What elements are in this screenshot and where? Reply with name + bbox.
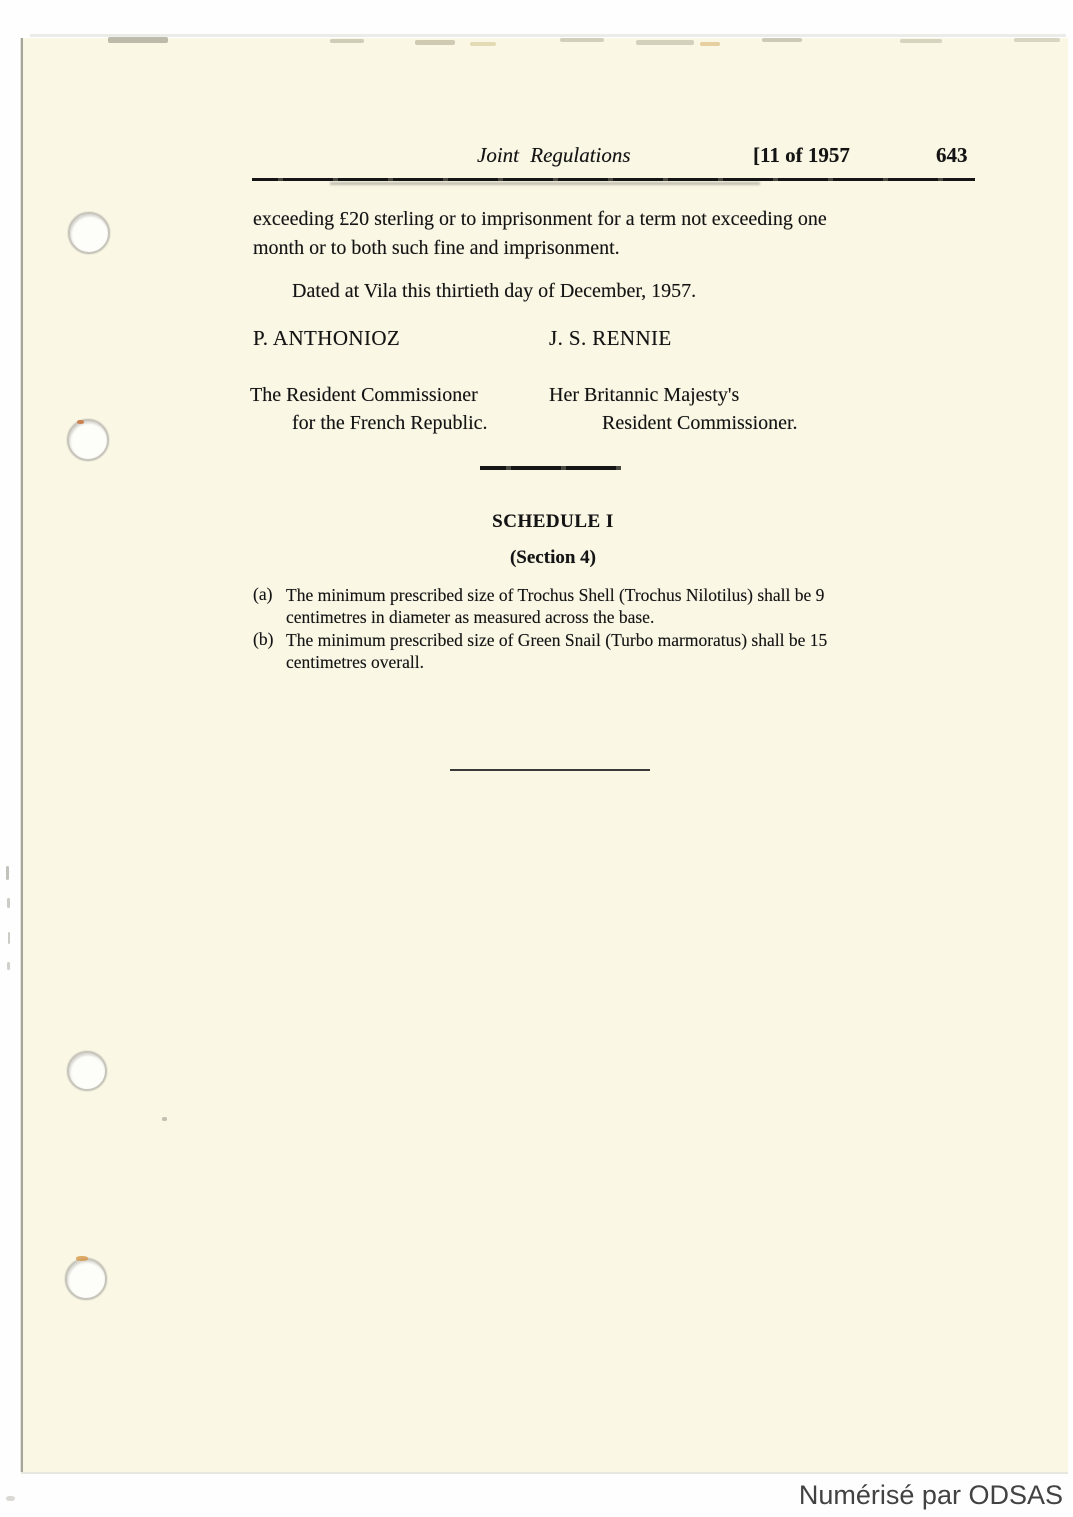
- signature-name-left: P. ANTHONIOZ: [253, 326, 401, 350]
- scan-top-edge: [30, 34, 1066, 37]
- signature-title-left-line2: for the French Republic.: [292, 412, 488, 434]
- scan-artifact-mark: [7, 962, 10, 970]
- scan-artifact-speck: [162, 1117, 167, 1121]
- digitization-watermark: Numérisé par ODSAS: [798, 1480, 1063, 1510]
- scan-artifact-dash: [900, 39, 942, 43]
- scan-artifact-dash: [700, 42, 720, 46]
- page-number: 643: [936, 143, 968, 167]
- signature-title-right-line1: Her Britannic Majesty's: [549, 384, 740, 406]
- header-rule-smudge: [330, 182, 760, 185]
- punch-hole: [67, 419, 109, 461]
- header-rule: [252, 178, 975, 181]
- signature-name-right: J. S. RENNIE: [549, 326, 672, 350]
- scan-artifact-speck: [77, 420, 84, 424]
- running-header-issue: [11 of 1957: [753, 143, 850, 167]
- scan-artifact-dash: [1014, 38, 1060, 42]
- punch-hole: [65, 1258, 107, 1300]
- scan-artifact-dash: [470, 42, 496, 46]
- body-paragraph: exceeding £20 sterling or to imprisonment for a term not exceeding one month or to both such fine and imprisonment.: [253, 208, 827, 259]
- end-rule: [450, 769, 650, 771]
- scan-artifact-speck: [6, 1496, 15, 1501]
- scan-artifact-dash: [108, 37, 168, 43]
- scan-artifact-dash: [762, 38, 802, 42]
- punch-hole: [68, 212, 110, 254]
- schedule-item-label: (a): [253, 584, 273, 604]
- scan-artifact-dash: [415, 40, 455, 45]
- scan-artifact-mark: [7, 898, 10, 908]
- section-separator-rule: [480, 466, 621, 470]
- schedule-item-text: The minimum prescribed size of Green Snail (Turbo marmoratus) shall be 15 centimetres overall.: [286, 630, 828, 672]
- scan-artifact-speck: [76, 1256, 88, 1261]
- scan-artifact-dash: [330, 39, 364, 43]
- schedule-title: SCHEDULE I: [492, 511, 614, 532]
- schedule-item-label: (b): [253, 629, 274, 649]
- punch-hole: [67, 1051, 107, 1091]
- schedule-item-text: The minimum prescribed size of Trochus Shell (Trochus Nilotilus) shall be 9 centimetres in diameter as measured across the base.: [286, 585, 825, 627]
- scan-artifact-dash: [636, 40, 694, 45]
- schedule-section: (Section 4): [509, 547, 596, 568]
- scan-artifact-dash: [560, 38, 604, 42]
- signature-title-right-line2: Resident Commissioner.: [602, 412, 798, 434]
- scan-artifact-mark: [6, 866, 9, 880]
- signature-title-left-line1: The Resident Commissioner: [250, 384, 478, 406]
- scan-artifact-mark: [8, 932, 10, 944]
- dated-line: Dated at Vila this thirtieth day of December, 1957.: [292, 280, 697, 302]
- running-header-title: Joint Regulations: [477, 143, 631, 167]
